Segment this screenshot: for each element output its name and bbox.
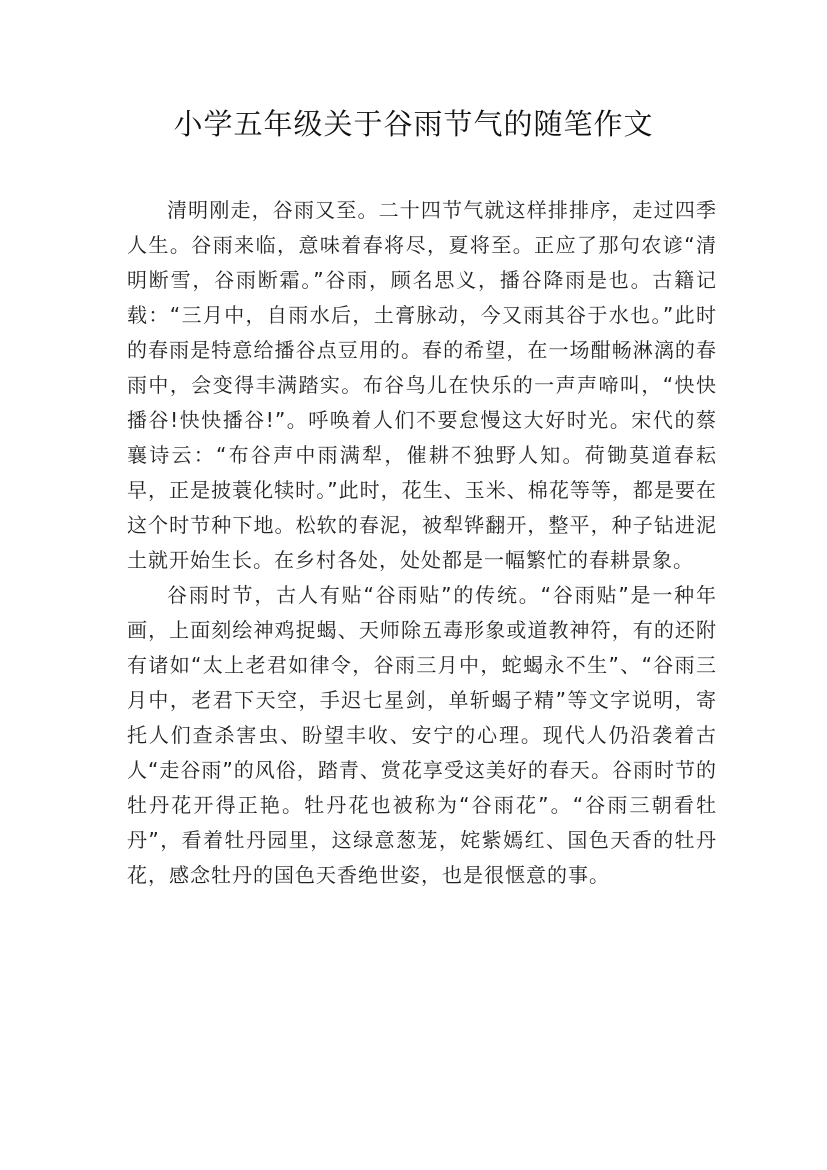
document-title: 小学五年级关于谷雨节气的随笔作文 bbox=[173, 107, 654, 141]
document-body bbox=[127, 193, 717, 893]
paragraph-1: 清明刚走，谷雨又至。二十四节气就这样排排序，走过四季人生。谷雨来临，意味着春将尽，夏将至。正应了那句农谚“清明断雪，谷雨断霜。”谷雨，顾名思义，播谷降雨是也。古籍记载：“三月中，自雨水后，土膏脉动，今又雨其谷于水也。”此时的春雨是特意给播谷点豆用的。春的希望，在一场酣畅淋漓的春雨中，会变得丰满踏实。布谷鸟儿在快乐的一声声啼叫，“快快播谷!快快播谷!”。呼唤着人们不要怠慢这大好时光。宋代的蔡襄诗云：“布谷声中雨满犁，催耕不独野人知。荷锄莫道春耘早，正是披蓑化犊时。”此时，花生、玉米、棉花等等，都是要在这个时节种下地。松软的春泥，被犁铧翻开，整平，种子钻进泥土就开始生长。在乡村各处，处处都是一幅繁忙的春耕景象。 bbox=[127, 198, 717, 572]
paragraph-2: 谷雨时节，古人有贴“谷雨贴”的传统。“谷雨贴”是一种年画，上面刻绘神鸡捉蝎、天师除五毒形象或道教神符，有的还附有诸如“太上老君如律令，谷雨三月中，蛇蝎永不生”、“谷雨三月中，老君下天空，手迟七星剑，单斩蝎子精”等文字说明，寄托人们查杀害虫、盼望丰收、安宁的心理。现代人仍沿袭着古人“走谷雨”的风俗，踏青、赏花享受这美好的春天。谷雨时节的牡丹花开得正艳。牡丹花也被称为“谷雨花”。“谷雨三朝看牡丹”，看着牡丹园里，这绿意葱茏，姹紫嫣红、国色天香的牡丹花，感念牡丹的国色天香绝世姿，也是很惬意的事。 bbox=[127, 583, 717, 887]
